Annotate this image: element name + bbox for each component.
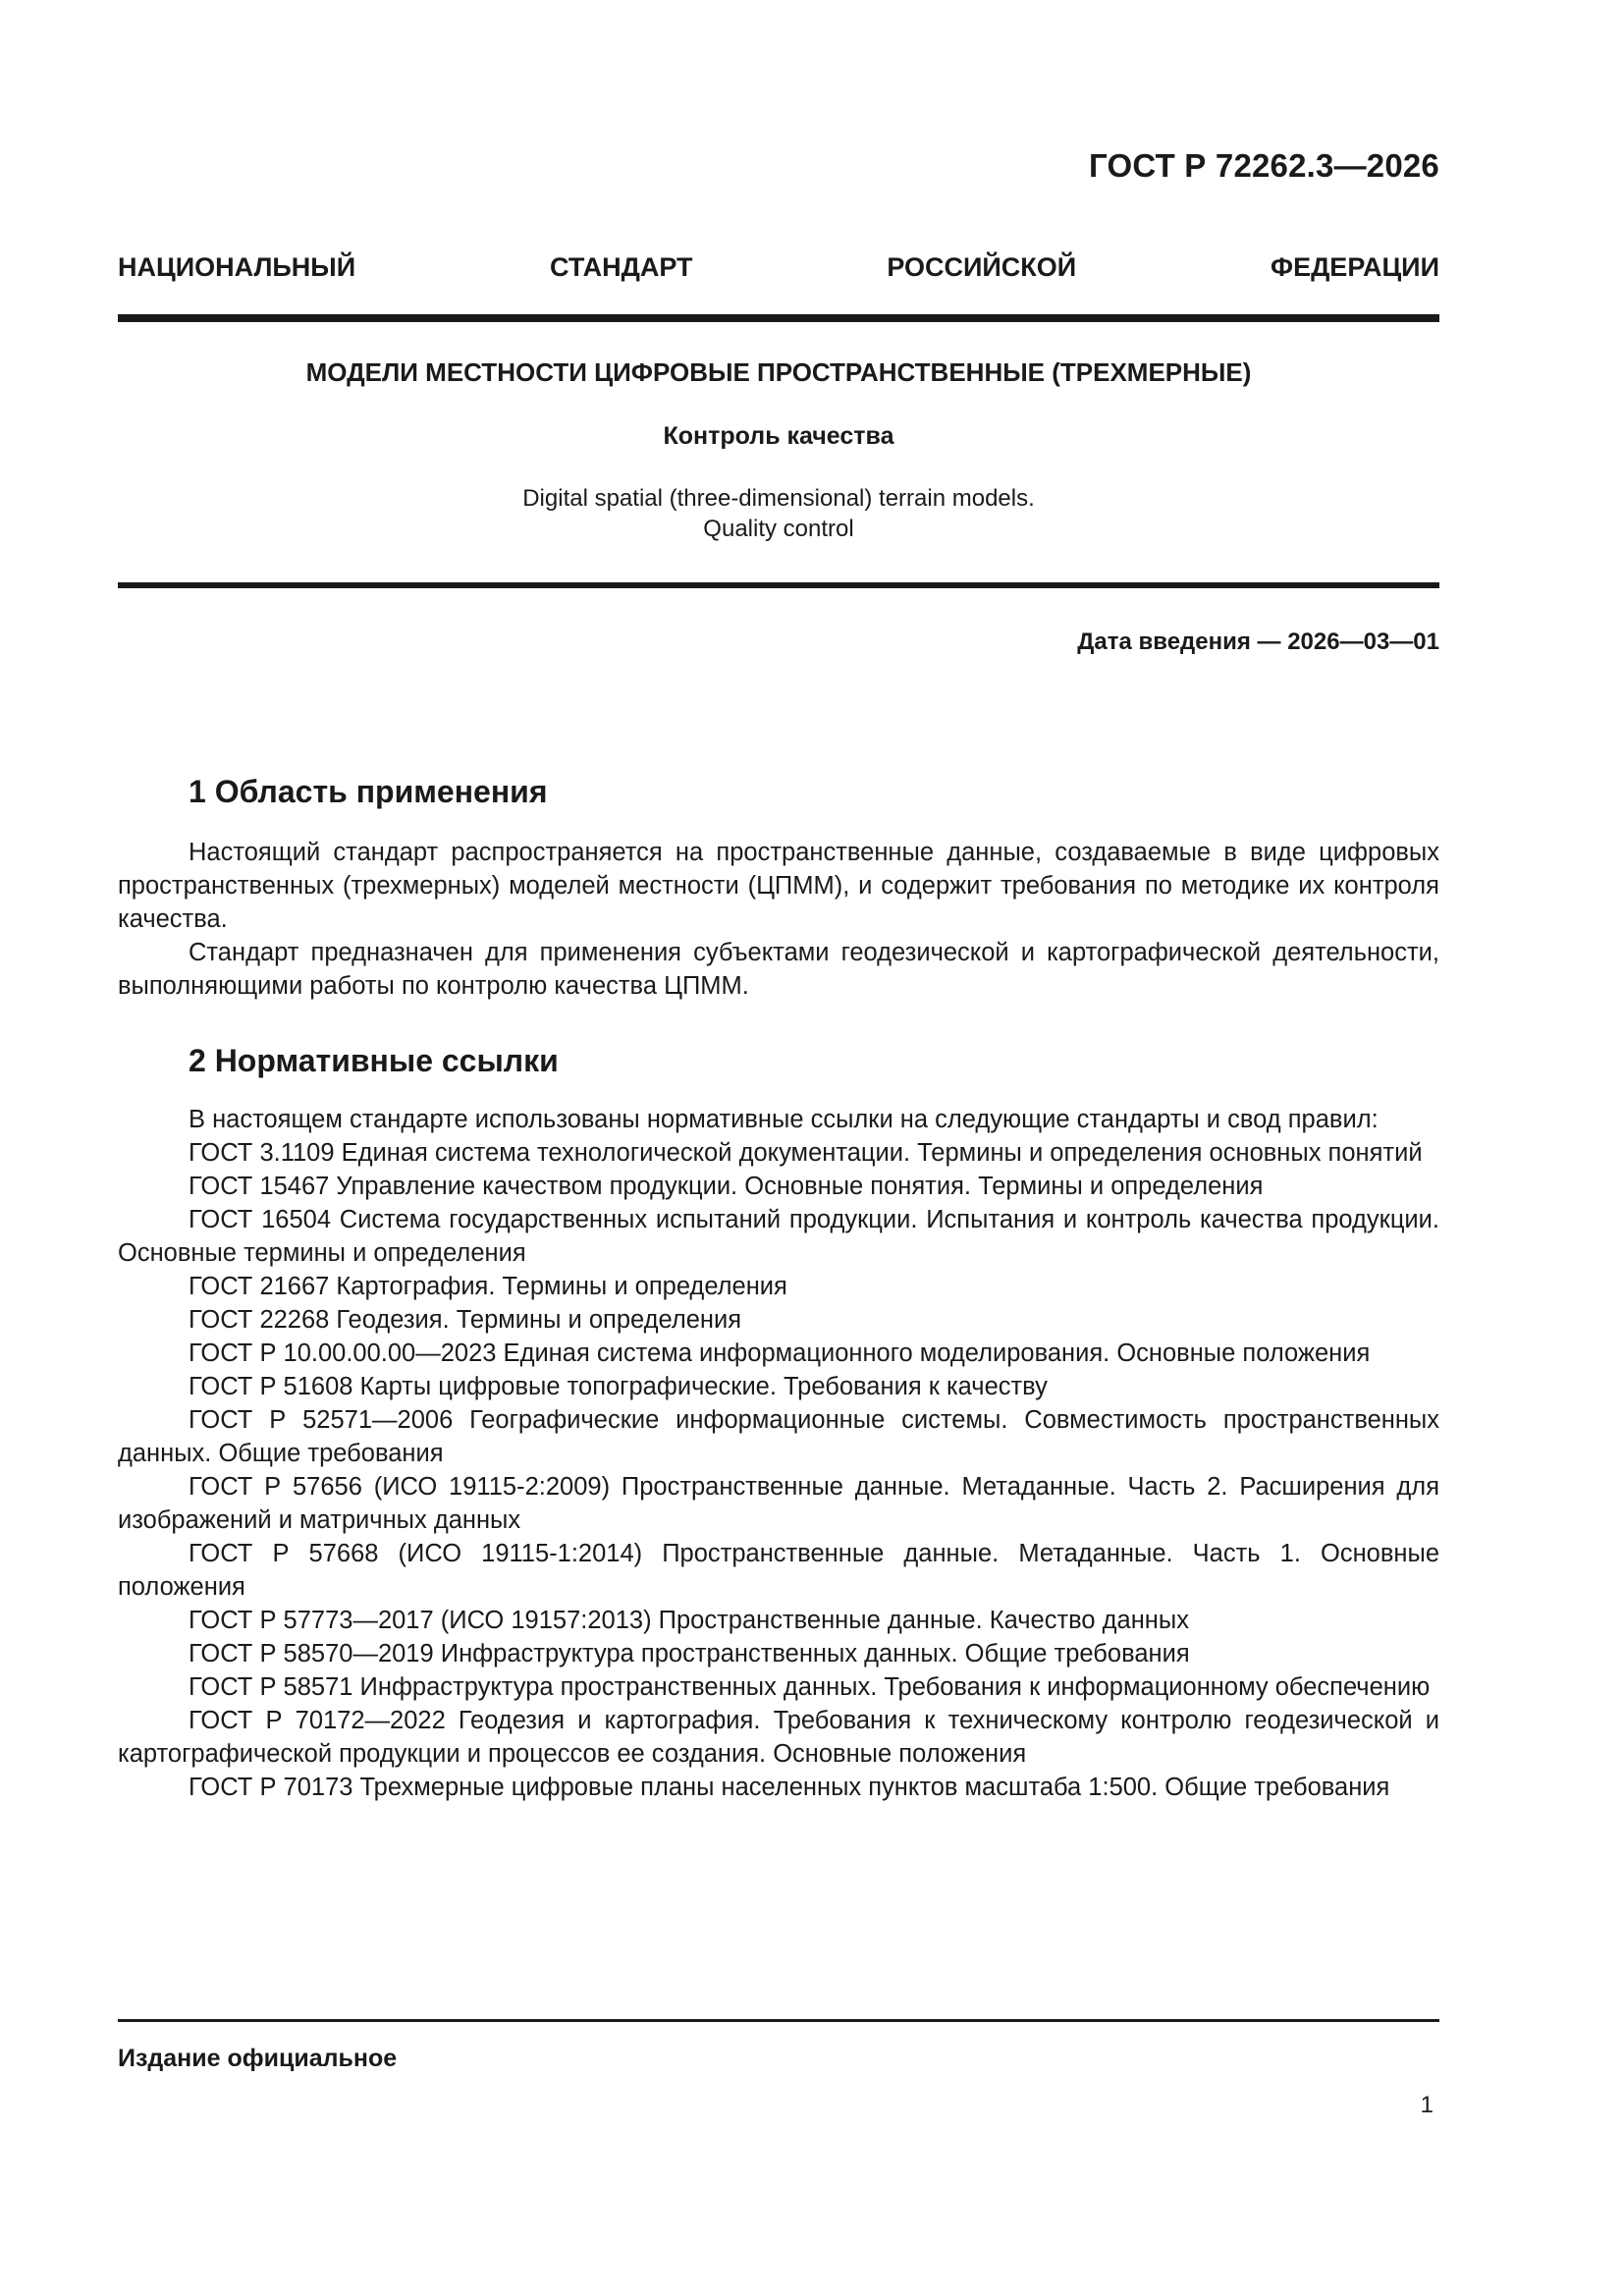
- reference-item: ГОСТ 22268 Геодезия. Термины и определения: [189, 1306, 742, 1334]
- document-page: [118, 0, 1439, 2296]
- section-heading-normative-references: 2 Нормативные ссылки: [189, 1043, 559, 1078]
- title-divider: [118, 582, 1439, 588]
- footer-divider: [118, 2019, 1439, 2022]
- paragraph: Настоящий стандарт распространяется на пространственные данные, создаваемые в виде цифровых пространственных (трехмерных) моделей местности (ЦПММ), и содержит требования по методике их контроля качества.: [118, 839, 1439, 933]
- reference-item: ГОСТ Р 57656 (ИСО 19115-2:2009) Пространственные данные. Метаданные. Часть 2. Расширения для изображений и матричных данных: [118, 1473, 1439, 1534]
- top-divider: [118, 314, 1439, 322]
- reference-item: ГОСТ Р 70173 Трехмерные цифровые планы населенных пунктов масштаба 1:500. Общие требования: [189, 1774, 1390, 1801]
- paragraph: В настоящем стандарте использованы нормативные ссылки на следующие стандарты и свод правил:: [189, 1106, 1379, 1133]
- reference-item: ГОСТ 3.1109 Единая система технологической документации. Термины и определения основных понятий: [189, 1139, 1423, 1167]
- reference-item: ГОСТ Р 52571—2006 Географические информационные системы. Совместимость пространственных данных. Общие требования: [118, 1406, 1439, 1467]
- reference-item: ГОСТ 15467 Управление качеством продукции. Основные понятия. Термины и определения: [189, 1173, 1264, 1200]
- reference-item: ГОСТ Р 10.00.00.00—2023 Единая система информационного моделирования. Основные положения: [189, 1339, 1371, 1367]
- reference-item: ГОСТ Р 58570—2019 Инфраструктура пространственных данных. Общие требования: [189, 1640, 1190, 1667]
- reference-item: ГОСТ Р 57668 (ИСО 19115-1:2014) Пространственные данные. Метаданные. Часть 1. Основные положения: [118, 1540, 1439, 1601]
- page-number: 1: [1420, 2092, 1434, 2118]
- section-body-normative-references: [118, 1103, 1439, 1804]
- section-heading-scope: 1 Область применения: [189, 774, 548, 809]
- english-title-line-2: Quality control: [703, 516, 854, 542]
- reference-item: ГОСТ Р 58571 Инфраструктура пространственных данных. Требования к информационному обеспечению: [189, 1673, 1431, 1701]
- document-title: МОДЕЛИ МЕСТНОСТИ ЦИФРОВЫЕ ПРОСТРАНСТВЕННЫЕ (ТРЕХМЕРНЫЕ): [305, 357, 1252, 387]
- doc-number: ГОСТ Р 72262.3—2026: [1089, 147, 1439, 184]
- introduction-date: Дата введения — 2026—03—01: [1077, 629, 1439, 655]
- section-body-scope: [118, 836, 1439, 1003]
- document-subtitle: Контроль качества: [663, 422, 894, 450]
- reference-item: ГОСТ Р 51608 Карты цифровые топографические. Требования к качеству: [189, 1373, 1048, 1400]
- national-standard-banner: НАЦИОНАЛЬНЫЙ СТАНДАРТ РОССИЙСКОЙ ФЕДЕРАЦИИ: [118, 252, 1439, 282]
- paragraph: Стандарт предназначен для применения субъектами геодезической и картографической деятельности, выполняющими работы по контролю качества ЦПММ.: [118, 939, 1439, 1000]
- reference-item: ГОСТ 21667 Картография. Термины и определения: [189, 1273, 787, 1300]
- english-title: [118, 483, 1439, 544]
- edition-label: Издание официальное: [118, 2045, 398, 2072]
- reference-item: ГОСТ Р 57773—2017 (ИСО 19157:2013) Пространственные данные. Качество данных: [189, 1607, 1189, 1634]
- reference-item: ГОСТ Р 70172—2022 Геодезия и картография. Требования к техническому контролю геодезической и картографической продукции и процессов ее создания. Основные положения: [118, 1707, 1439, 1768]
- english-title-line-1: Digital spatial (three-dimensional) terrain models.: [522, 485, 1035, 512]
- reference-item: ГОСТ 16504 Система государственных испытаний продукции. Испытания и контроль качества продукции. Основные термины и определения: [118, 1206, 1439, 1267]
